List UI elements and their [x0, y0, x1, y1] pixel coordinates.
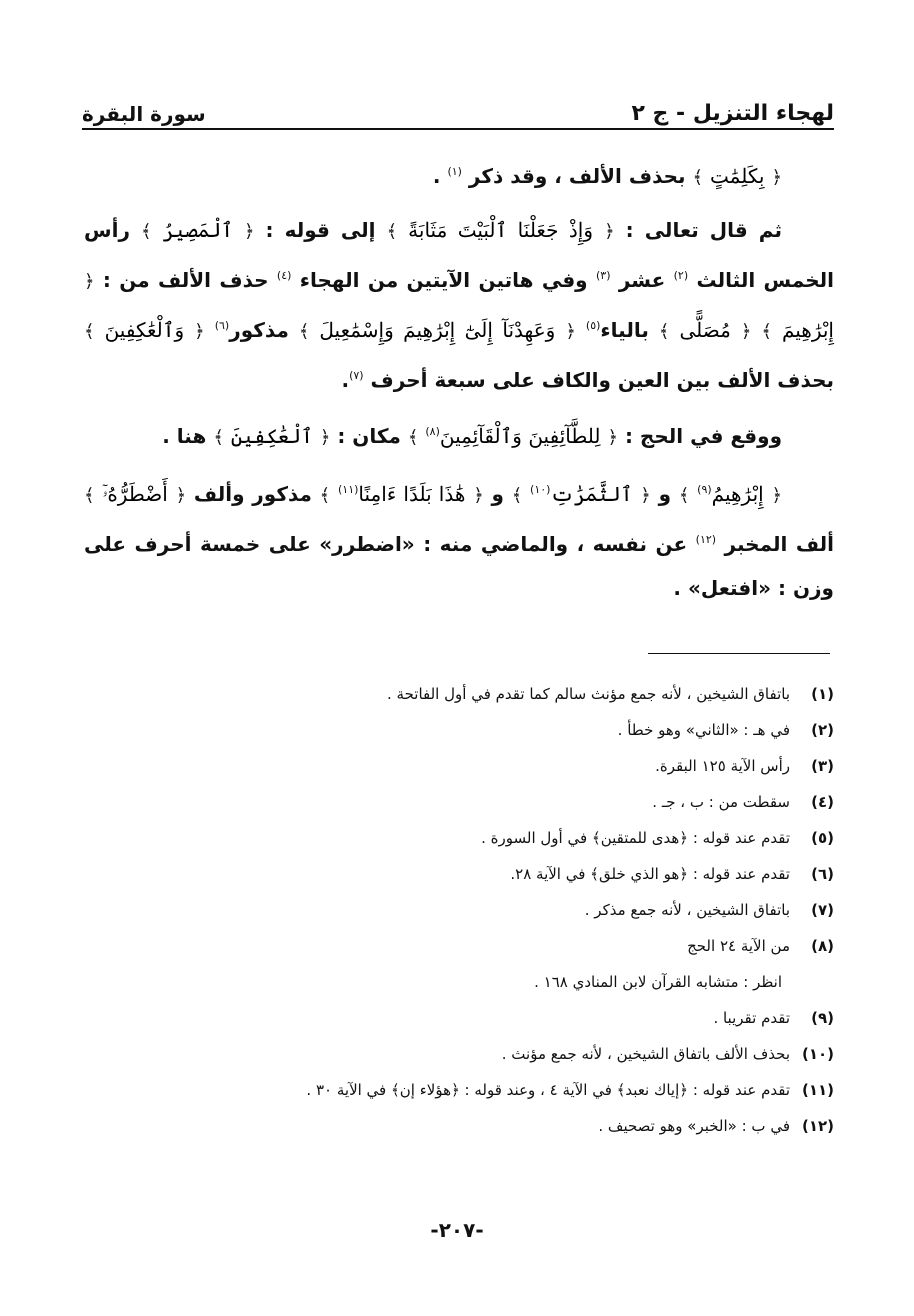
footnote-number: (٣): [811, 757, 834, 775]
footnote-text: سقطت من : ب ، جـ .: [652, 793, 790, 811]
paragraph-text: .: [341, 368, 350, 392]
footnote-ref: (٣): [595, 269, 611, 282]
paragraph-text: مكان :: [330, 424, 408, 448]
footnote-ref: (١١): [338, 483, 359, 496]
footnote-number: (٩): [811, 1009, 834, 1027]
footnote-text: باتفاق الشيخين ، لأنه جمع مؤنث سالم كما تقدم في أول الفاتحة .: [387, 685, 790, 703]
quran-bracket-open-icon: ﴿: [194, 321, 205, 342]
quran-bracket-close-icon: ﴾: [298, 321, 310, 342]
paragraph-text: رأس الخمس الثالث: [84, 218, 835, 292]
quran-bracket-open-icon: ﴿: [319, 427, 331, 448]
quran-bracket-open-icon: ﴿: [473, 485, 484, 506]
quran-bracket-open-icon: ﴿: [771, 485, 783, 506]
footnote-text: تقدم عند قوله : ﴿هو الذي خلق﴾ في الآية ٢٨.: [510, 865, 790, 883]
quran-bracket-close-icon: ﴾: [511, 485, 523, 506]
quran-bracket-close-icon: ﴾: [692, 167, 704, 188]
running-header: [82, 86, 834, 126]
footnote-item: [84, 1108, 834, 1144]
quran-bracket-open-icon: ﴿: [740, 321, 752, 342]
footnote-number: (٤): [811, 793, 834, 811]
quran-word: ٱلْمَصِيرُ: [162, 218, 233, 242]
footnote-item: [84, 856, 834, 892]
quran-bracket-close-icon: ﴾: [678, 485, 690, 506]
quran-word: وَٱلْعَٰكِفِينَ: [104, 318, 185, 342]
quran-bracket-close-icon: ﴾: [407, 427, 419, 448]
quran-word: ٱلْعَٰكِفِينَ: [230, 424, 313, 448]
quran-bracket-close-icon: ﴾: [319, 485, 331, 506]
quran-bracket-close-icon: ﴾: [761, 321, 772, 342]
paragraph-text: وفي هاتين الآيتين من الهجاء: [291, 268, 596, 292]
paragraph-text: بحذف الألف ، وقد ذكر: [461, 164, 693, 188]
quran-word: ٱلثَّمَرَٰتِ: [550, 482, 633, 506]
footnote-text: انظر : متشابه القرآن لابن المنادي ١٦٨ .: [534, 973, 782, 991]
footnote-item: [84, 676, 834, 712]
footnote-number: (١٠): [801, 1045, 834, 1063]
footnote-text: في ب : «الخبر» وهو تصحيف .: [598, 1117, 790, 1135]
footnote-item: [84, 964, 834, 1000]
quran-word: أَضْطَرُّهُۥٓ: [102, 482, 168, 506]
footnotes: [84, 676, 834, 1144]
footnote-text: رأس الآية ١٢٥ البقرة.: [655, 757, 790, 775]
footnote-item: [84, 748, 834, 784]
quran-bracket-open-icon: ﴿: [604, 221, 615, 242]
quran-word: مُصَلًّى: [679, 318, 731, 342]
quran-phrase: وَعَهِدْنَآ إِلَىٰٓ إِبْرَٰهِيمَ وَإِسْمَٰعِيلَ: [319, 318, 556, 342]
footnote-text: تقدم عند قوله : ﴿إياك نعبد﴾ في الآية ٤ ، وعند قوله : ﴿هؤلاء إن﴾ في الآية ٣٠ .: [306, 1081, 790, 1099]
paragraph-text: هنا .: [162, 424, 214, 448]
footnote-text: من الآية ٢٤ الحج: [687, 937, 790, 955]
footnote-number: (٦): [811, 865, 834, 883]
quran-bracket-open-icon: ﴿: [607, 427, 618, 448]
paragraph-2: [84, 208, 834, 402]
footnote-number: (٥): [811, 829, 834, 847]
quran-word: بِكَلِمَٰتٍ: [710, 164, 765, 188]
footnote-separator: [648, 653, 830, 654]
footnote-item: [84, 1000, 834, 1036]
quran-bracket-open-icon: ﴿: [565, 321, 576, 342]
quran-word: إِبْرَٰهِيمَ: [781, 318, 834, 342]
footnote-number: (٢): [811, 721, 834, 739]
footnote-ref: (٢): [673, 269, 689, 282]
footnote-item: [84, 928, 834, 964]
footnote-item: [84, 712, 834, 748]
main-text: [84, 150, 834, 610]
footnote-text: في هـ : «الثاني» وهو خطأ .: [617, 721, 790, 739]
paragraph-text: ألف المخبر: [716, 532, 835, 556]
footnote-ref: (٥): [585, 319, 601, 332]
paragraph-3: [84, 410, 834, 460]
footnote-ref: (١): [447, 165, 462, 178]
paragraph-text: إلى قوله :: [254, 218, 387, 242]
footnote-ref: (٦): [214, 319, 230, 332]
paragraph-text: و: [483, 482, 512, 506]
paragraph-text: مذكور وألف: [186, 482, 320, 506]
quran-bracket-open-icon: ﴿: [771, 167, 782, 188]
quran-bracket-close-icon: ﴾: [386, 221, 398, 242]
footnote-ref: (٤): [276, 269, 292, 282]
header-rule: [82, 128, 834, 130]
paragraph-text: و: [650, 482, 679, 506]
quran-bracket-open-icon: ﴿: [243, 221, 255, 242]
footnote-number: (١٢): [801, 1117, 834, 1135]
quran-phrase: وَإِذْ جَعَلْنَا ٱلْبَيْتَ مَثَابَةً: [408, 218, 594, 242]
book-title: لهجاء التنزيل - ج ٢: [631, 101, 834, 126]
paragraph-text: مذكور: [229, 318, 299, 342]
footnote-number: (٧): [811, 901, 834, 919]
paragraph-1: [84, 150, 834, 200]
quran-bracket-close-icon: ﴾: [213, 427, 224, 448]
footnote-text: بحذف الألف باتفاق الشيخين ، لأنه جمع مؤنث .: [501, 1045, 790, 1063]
footnote-text: تقدم عند قوله : ﴿هدى للمتقين﴾ في أول السورة .: [481, 829, 790, 847]
footnote-ref: (١٢): [695, 533, 717, 546]
surah-title: سورة البقرة: [82, 102, 206, 126]
footnote-text: باتفاق الشيخين ، لأنه جمع مذكر .: [584, 901, 790, 919]
page-number: -٢٠٧-: [430, 1218, 484, 1242]
paragraph-text: ووقع في الحج :: [618, 424, 782, 448]
quran-bracket-open-icon: ﴿: [175, 485, 187, 506]
footnote-ref: (٩): [697, 483, 712, 496]
paragraph-4: [84, 468, 834, 610]
quran-bracket-close-icon: ﴾: [84, 321, 95, 342]
paragraph-text: .: [432, 164, 448, 188]
paragraph-text: عن نفسه ، والماضي منه : «اضطرر» على خمسة أحرف على وزن : «افتعل» .: [84, 532, 834, 600]
footnote-ref: (٨): [425, 425, 440, 438]
paragraph-text: بالياء: [600, 318, 659, 342]
quran-phrase: هَٰذَا بَلَدًا ءَامِنًا: [358, 482, 466, 506]
quran-phrase: لِلطَّآئِفِينَ وَٱلْقَآئِمِينَ: [439, 424, 601, 448]
quran-bracket-close-icon: ﴾: [141, 221, 152, 242]
footnote-ref: (٧): [349, 369, 364, 382]
paragraph-text: ثم قال تعالى :: [614, 218, 782, 242]
quran-bracket-close-icon: ﴾: [658, 321, 670, 342]
quran-word: إِبْرَٰهِيمُ: [711, 482, 764, 506]
footnote-item: [84, 820, 834, 856]
paragraph-text: عشر: [610, 268, 674, 292]
paragraph-text: حذف الألف من :: [94, 268, 277, 292]
footnote-item: [84, 784, 834, 820]
footnote-item: [84, 892, 834, 928]
footnote-number: (١): [811, 685, 834, 703]
footnote-number: (٨): [811, 937, 834, 955]
footnote-item: [84, 1036, 834, 1072]
footnote-text: تقدم تقريبا .: [713, 1009, 790, 1027]
quran-bracket-close-icon: ﴾: [84, 485, 95, 506]
quran-bracket-open-icon: ﴿: [84, 271, 95, 292]
footnote-ref: (١٠): [530, 483, 551, 496]
footnote-number: (١١): [801, 1081, 834, 1099]
footnote-item: [84, 1072, 834, 1108]
quran-bracket-open-icon: ﴿: [640, 485, 651, 506]
paragraph-text: بحذف الألف بين العين والكاف على سبعة أحرف: [363, 368, 834, 392]
